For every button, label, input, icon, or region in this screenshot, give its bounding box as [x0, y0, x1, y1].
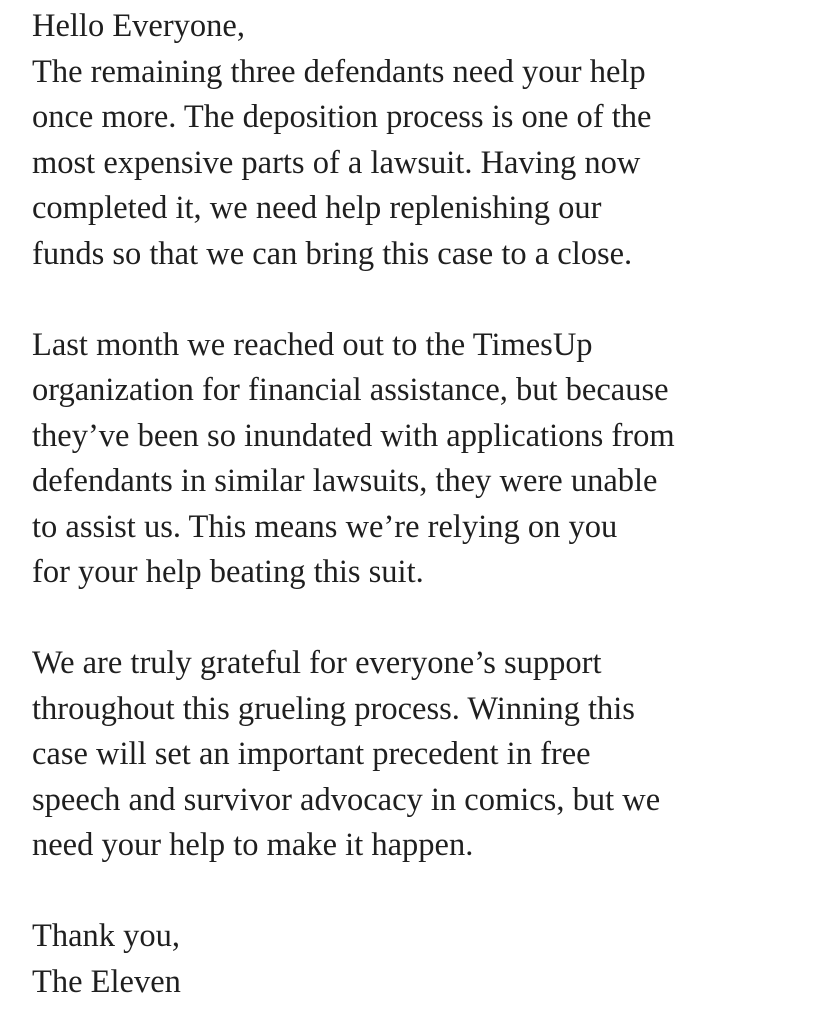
paragraph-2-line: Last month we reached out to the TimesUp	[32, 326, 593, 363]
paragraph-1-line: once more. The deposition process is one of the	[32, 99, 652, 135]
paragraph-1-line: most expensive parts of a lawsuit. Having now	[32, 144, 641, 181]
paragraph-2-line: defendants in similar lawsuits, they were unable	[32, 463, 658, 499]
paragraph-2-line: organization for financial assistance, but because	[32, 372, 669, 408]
paragraph-2-line: for your help beating this suit.	[32, 554, 424, 590]
paragraph-1-line: completed it, we need help replenishing our	[32, 190, 602, 226]
signature: The Eleven	[32, 963, 181, 1000]
paragraph-3-line: speech and survivor advocacy in comics, but we	[32, 781, 661, 818]
closing: Thank you,	[32, 918, 181, 954]
paragraph-2-line: to assist us. This means we’re relying on you	[32, 508, 618, 545]
paragraph-1-line: funds so that we can bring this case to a close.	[32, 235, 633, 272]
paragraph-1-line: The remaining three defendants need your help	[32, 53, 646, 90]
paragraph-3-line: We are truly grateful for everyone’s support	[32, 645, 602, 681]
greeting-block	[32, 4, 822, 50]
paragraph-3-line: need your help to make it happen.	[32, 827, 474, 863]
paragraph-3-line: throughout this grueling process. Winning this	[32, 690, 635, 727]
greeting: Hello Everyone,	[32, 8, 245, 44]
paragraph-spacer	[32, 277, 822, 323]
paragraph-spacer	[32, 596, 822, 642]
letter-document	[32, 4, 822, 1005]
paragraph-3-line: case will set an important precedent in free	[32, 736, 591, 772]
paragraph-3	[32, 641, 822, 869]
paragraph-spacer	[32, 869, 822, 915]
paragraph-1	[32, 50, 822, 278]
closing-block	[32, 914, 822, 1005]
paragraph-2	[32, 323, 822, 596]
paragraph-2-line: they’ve been so inundated with applications from	[32, 417, 675, 454]
